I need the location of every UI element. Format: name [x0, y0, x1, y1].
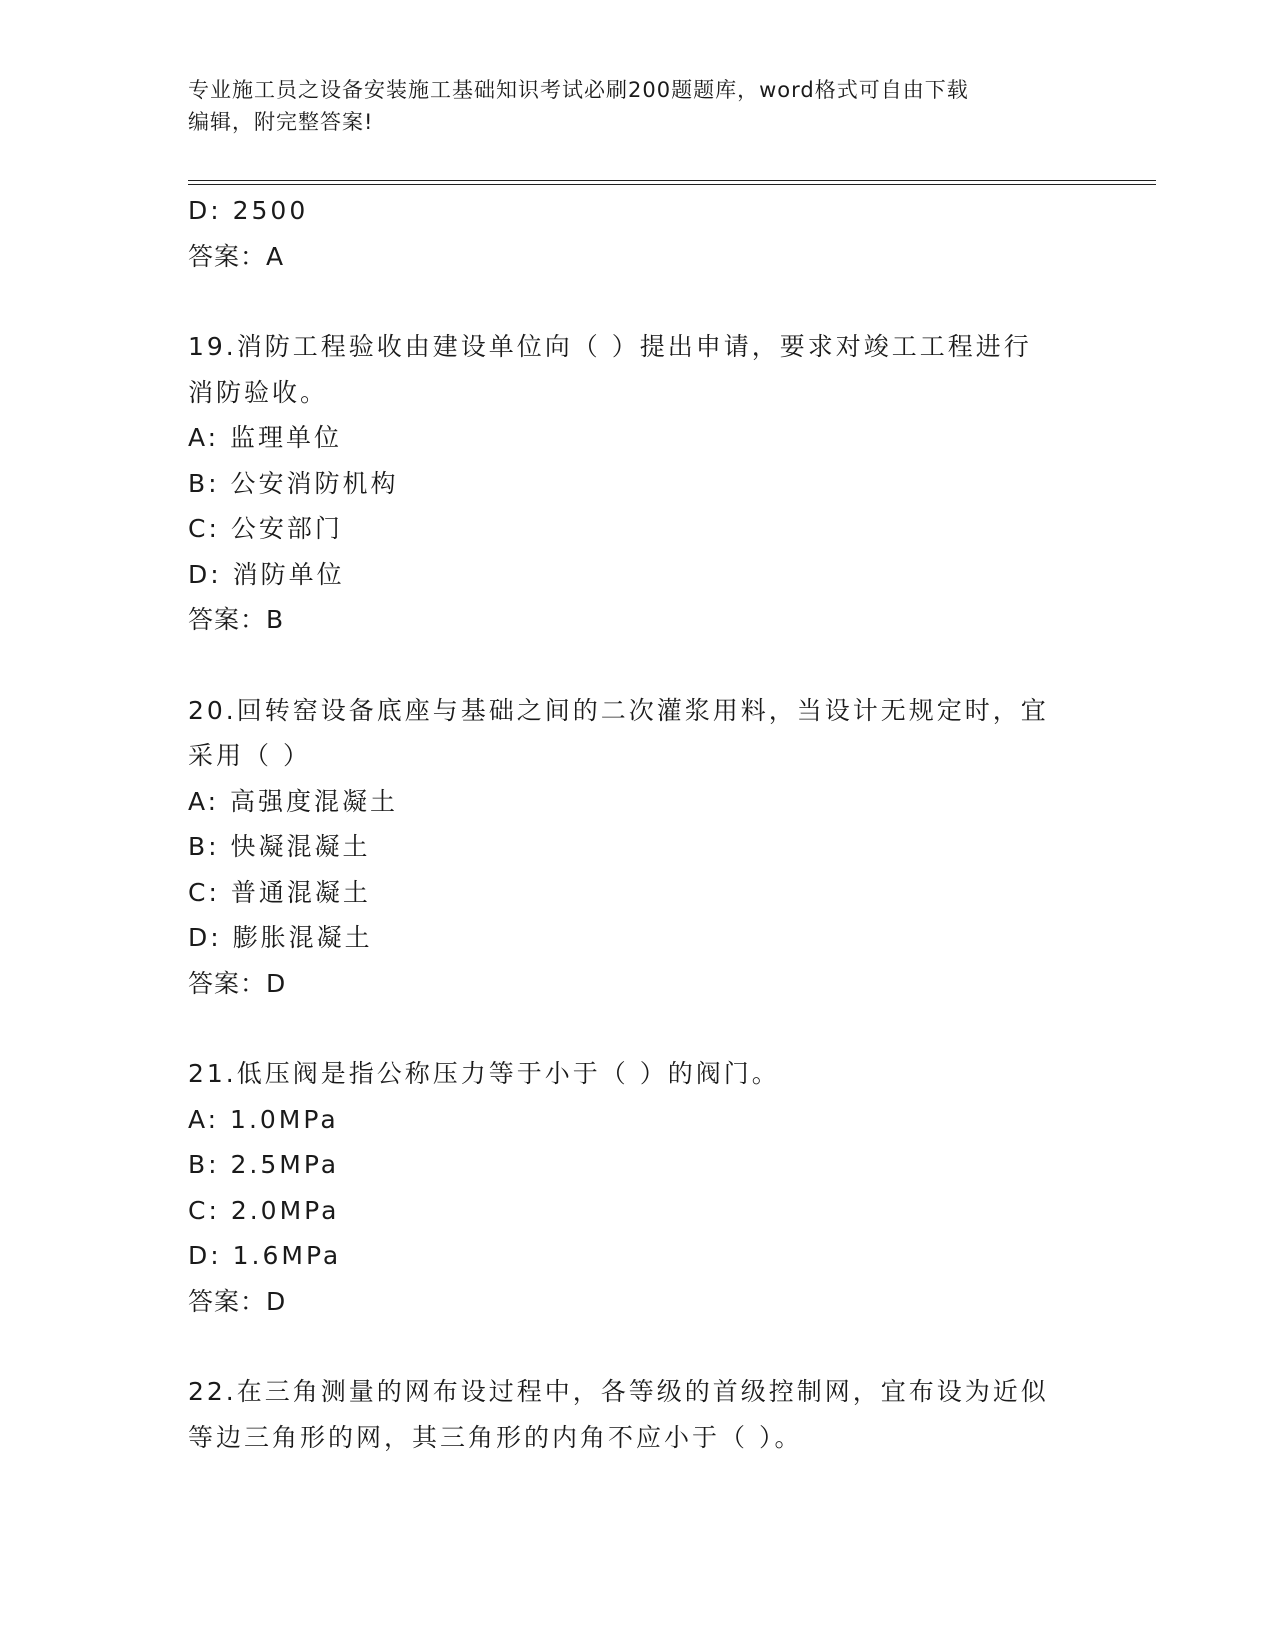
question-stem-line: 22.在三角测量的网布设过程中，各等级的首级控制网，宜布设为近似 [188, 1377, 1049, 1406]
answer: 答案：D [188, 1286, 287, 1316]
question-stem-line: 19.消防工程验收由建设单位向（ ）提出申请，要求对竣工工程进行 [188, 332, 1032, 361]
spacer [188, 1324, 1088, 1369]
option-d: D: 消防单位 [188, 559, 345, 589]
option-c: C: 普通混凝土 [188, 877, 371, 907]
question-stem-line: 等边三角形的网，其三角形的内角不应小于（ ）。 [188, 1422, 803, 1452]
question-stem-line: 采用（ ） [188, 741, 311, 770]
answer: 答案：A [188, 241, 285, 271]
question-20 [188, 688, 1088, 1007]
question-19 [188, 324, 1088, 643]
option-b: B: 2.5MPa [188, 1150, 340, 1179]
lead-question-tail [188, 188, 1088, 279]
option-c: C: 2.0MPa [188, 1195, 340, 1225]
document-body [188, 188, 1088, 1460]
spacer [188, 279, 1088, 324]
spacer [188, 1006, 1088, 1051]
header-line-1: 专业施工员之设备安装施工基础知识考试必刷200题题库，word格式可自由下载 [188, 78, 969, 102]
question-stem-line: 20.回转窑设备底座与基础之间的二次灌浆用料，当设计无规定时，宜 [188, 695, 1049, 725]
question-22 [188, 1369, 1088, 1460]
page-header [188, 74, 1088, 138]
spacer [188, 643, 1088, 688]
header-rule-top [188, 180, 1156, 181]
answer: 答案：B [188, 605, 285, 634]
option-c: C: 公安部门 [188, 514, 343, 543]
answer: 答案：D [188, 968, 287, 998]
option-b: B: 公安消防机构 [188, 468, 399, 498]
header-rule-bottom [188, 184, 1156, 185]
header-line-2: 编辑，附完整答案! [188, 110, 374, 134]
option-a: A: 高强度混凝土 [188, 786, 399, 816]
question-stem-line: 21.低压阀是指公称压力等于小于（ ）的阀门。 [188, 1059, 780, 1088]
option-d: D: 1.6MPa [188, 1241, 342, 1270]
option-b: B: 快凝混凝土 [188, 832, 371, 861]
question-stem-line: 消防验收。 [188, 377, 329, 407]
option-d: D: 2500 [188, 196, 309, 225]
option-a: A: 监理单位 [188, 423, 343, 452]
option-a: A: 1.0MPa [188, 1104, 339, 1134]
question-21 [188, 1051, 1088, 1324]
option-d: D: 膨胀混凝土 [188, 923, 373, 952]
